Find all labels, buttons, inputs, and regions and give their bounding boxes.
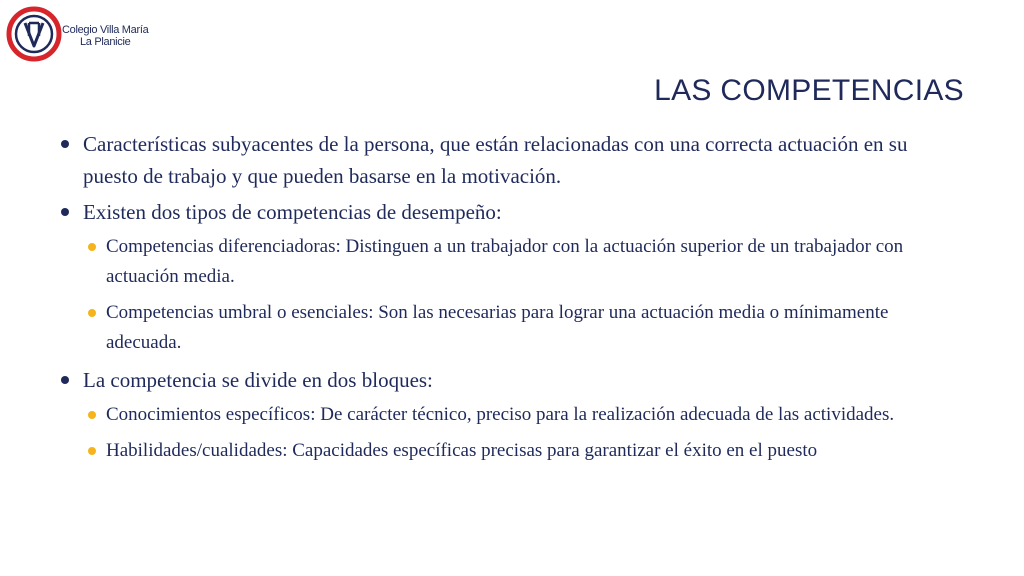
sub-bullet-item: Competencias umbral o esenciales: Son las necesarias para lograr una actuación media o mínimamente adecuada.: [84, 298, 960, 358]
slide-title: LAS COMPETENCIAS: [654, 74, 964, 107]
bullet-item: Características subyacentes de la persona, que están relacionadas con una correcta actuación en su puesto de trabajo y que pueden basarse en la motivación.: [60, 128, 960, 192]
bullet-item: Existen dos tipos de competencias de desempeño:: [60, 196, 960, 228]
slide-content: [60, 128, 960, 472]
school-crest-icon: [6, 6, 62, 62]
sub-bullet-item: Competencias diferenciadoras: Distinguen a un trabajador con la actuación superior de un trabajador con actuación media.: [84, 232, 960, 292]
school-logo: [6, 6, 62, 62]
sub-bullet-item: Habilidades/cualidades: Capacidades específicas precisas para garantizar el éxito en el puesto: [84, 436, 960, 466]
logo-line-1: Colegio Villa María: [62, 24, 149, 36]
bullet-item: La competencia se divide en dos bloques:: [60, 364, 960, 396]
sub-bullet-item: Conocimientos específicos: De carácter técnico, preciso para la realización adecuada de las actividades.: [84, 400, 960, 430]
logo-text: [62, 24, 148, 48]
logo-line-2: La Planicie: [79, 36, 131, 48]
